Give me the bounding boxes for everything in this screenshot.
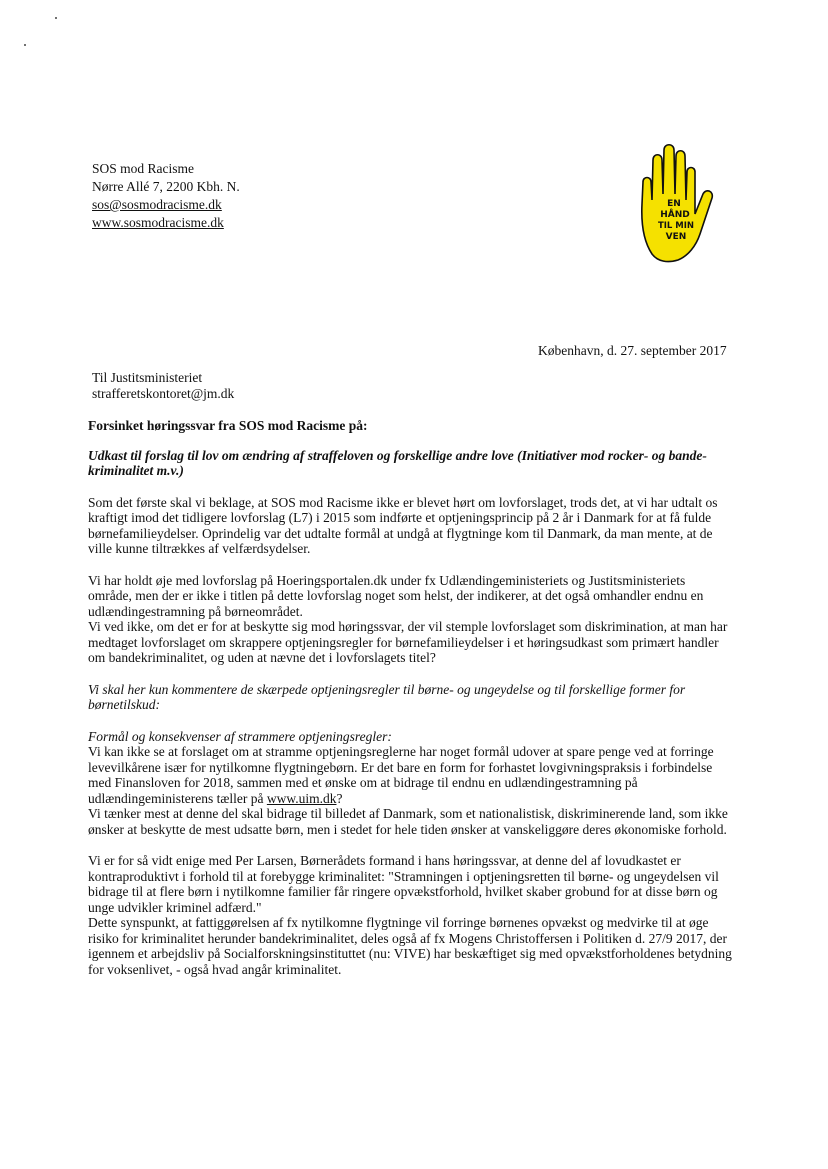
paragraph-5-end: ? — [336, 790, 343, 806]
logo-text-3: TIL MIN — [657, 221, 695, 231]
paragraph-2: Vi har holdt øje med lovforslag på Hoeringsportalen.dk under fx Udlændingeministeriets og Justitsministeriets område, men der er ikke i titlen på dette lovforslag noget som helst, der indikerer, at det også omhandler endnu en udlændingestramning på børneområdet. — [88, 572, 704, 619]
paragraph-1: Som det første skal vi beklage, at SOS mod Racisme ikke er blevet hørt om lovforslaget, trods det, at vi har udtalt os kraftigt imod det tidligere lovforslag (L7) i 2015 som indførte et optjeningsprincip på 2 år i Danmark for at få fulde børnefamilieydelser. Oprindelig var det udtalte formål at undgå at flygtninge kom til Danmark, da man mente, at de ville kunne tiltrækkes af velfærdsydelser. — [88, 494, 718, 556]
paragraph-7: Vi er for så vidt enige med Per Larsen, Børnerådets formand i hans høringssvar, at denne del af lovudkastet er kontraproduktivt i forhold til at forebygge kriminalitet: "Stramningen i optjeningsretten til børne- og ungeydelsen vil bidrage til at flere børn i nytilkomne familier får ringere opvækstforhold, hvilket skaber grobund for at disse børn og unge udvikler kriminel adfærd." — [88, 853, 719, 915]
sender-web-link[interactable]: www.sosmodracisme.dk — [92, 215, 224, 230]
logo-text-1: EN — [667, 199, 681, 209]
uim-link[interactable]: www.uim.dk — [266, 790, 337, 806]
bill-title: Udkast til forslag til lov om ændring af straffeloven og forskellige andre love (Initiativer mod rocker- og bande-kriminalitet m.v.) — [88, 447, 707, 478]
logo-text-4: VEN — [665, 232, 687, 242]
paragraph-5 — [88, 744, 732, 806]
hand-logo — [638, 142, 716, 264]
svg-text:VEN — [666, 232, 687, 242]
paragraph-3: Vi ved ikke, om det er for at beskytte sig mod høringssvar, der vil stemple lovforslaget som diskrimination, at man har medtaget lovforslaget om skrappere optjeningsregler for børnefamilieydelser i et høringsudkast som primært handler om bandekriminalitet, og uden at nævne det i lovforslagets titel? — [88, 619, 728, 665]
sender-email-link[interactable]: sos@sosmodracisme.dk — [92, 197, 222, 212]
letter-date: København, d. 27. september 2017 — [538, 343, 727, 358]
svg-text:HÅND — [660, 209, 690, 220]
paragraph-4: Vi skal her kun kommentere de skærpede optjeningsregler til børne- og ungeydelse og til forskellige former for børnetilskud: — [88, 681, 686, 712]
scan-speck — [55, 17, 57, 19]
paragraph-8: Dette synspunkt, at fattiggørelsen af fx nytilkomne flygtninge vil forringe børnenes opvækst og medvirke til at øge risiko for kriminalitet herunder bandekriminalitet, deles også af fx Mogens Christoffersen i Politiken d. 27/9 2017, der igennem et arbejdsliv på Socialforskningsinstituttet (nu: VIVE) har beskæftiget sig med opvækstforholdenes betydning for voksenlivet, - også hvad angår kriminalitet. — [88, 915, 732, 977]
letter-body — [88, 418, 732, 977]
paragraph-6: Vi tænker mest at denne del skal bidrage til billedet af Danmark, som et nationalistisk, diskriminerende land, som ikke ønsker at beskytte de mest udsatte børn, men i stedet for hele tiden ønsker at vanskeliggøre deres økonomiske forhold. — [88, 806, 728, 837]
recipient-name: Til Justitsministeriet — [92, 370, 203, 385]
scan-speck — [24, 44, 26, 46]
svg-text:TIL MIN — [658, 221, 694, 231]
section-heading: Formål og konsekvenser af strammere optjeningsregler: — [88, 728, 392, 744]
letter-subject: Forsinket høringssvar fra SOS mod Racisme på: — [88, 418, 368, 433]
sender-block — [92, 160, 240, 232]
sender-address: Nørre Allé 7, 2200 Kbh. N. — [92, 179, 240, 194]
sender-org: SOS mod Racisme — [92, 161, 195, 176]
recipient-email: strafferetskontoret@jm.dk — [92, 386, 235, 401]
svg-text:EN — [667, 199, 681, 209]
logo-text-2: HÅND — [660, 210, 690, 220]
recipient-block — [92, 370, 234, 402]
paragraph-5-text: Vi kan ikke se at forslaget om at stramme optjeningsreglerne har noget formål udover at spare penge ved at forringe levevilkårene især for nytilkomne flygtningebørn. Er det bare en form for forhastet lovgivningspraksis i forbindelse med Finansloven for 2018, sammen med et ønske om at bidrage til endnu en udlændingestramning på udlændingeministerens tæller på — [88, 744, 714, 806]
